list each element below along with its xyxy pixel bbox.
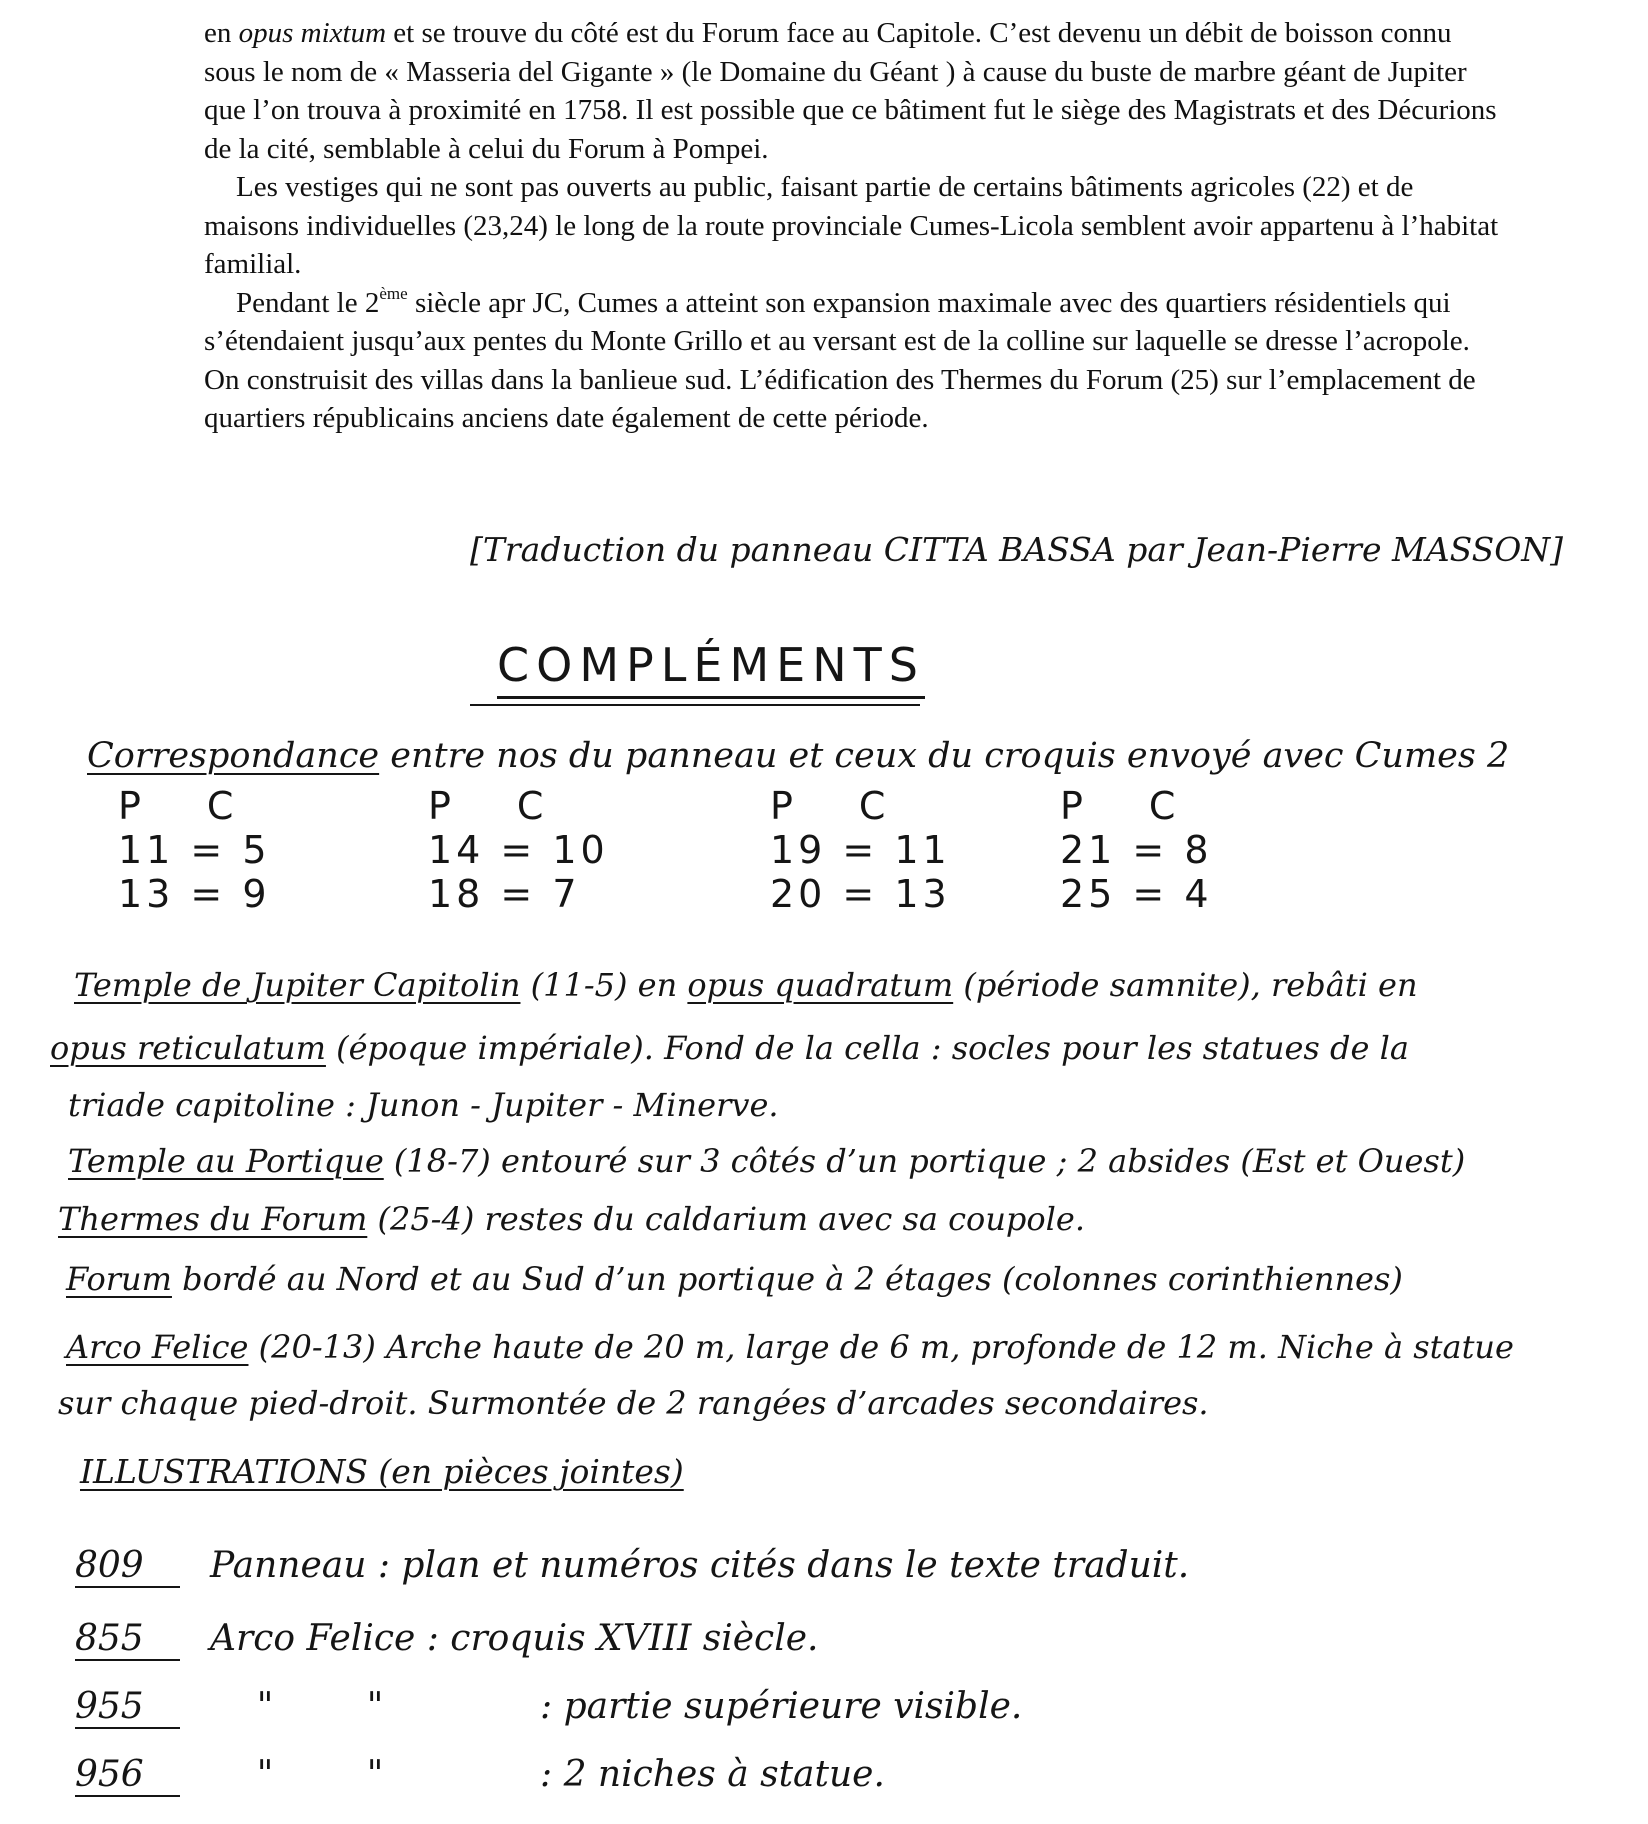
illustrations-heading: ILLUSTRATIONS (en pièces jointes) xyxy=(80,1452,684,1491)
temple-jupiter-end: (période samnite), rebâti en xyxy=(953,966,1418,1004)
pc-header: PC xyxy=(118,784,300,828)
temple-jupiter-label: Temple de Jupiter Capitolin xyxy=(74,966,521,1004)
illustration-text: Arco Felice : croquis XVIII siècle. xyxy=(210,1618,819,1659)
illustration-text: : partie supérieure visible. xyxy=(540,1686,1023,1727)
ditto-mark: " xyxy=(366,1686,384,1727)
thermes-line xyxy=(58,1200,1085,1238)
paragraph-3 xyxy=(204,284,1504,438)
forum-label: Forum xyxy=(66,1260,172,1298)
illustration-item xyxy=(75,1618,818,1661)
ditto-marks xyxy=(210,1686,540,1727)
temple-portique-line xyxy=(68,1142,1465,1180)
arco-felice-rest: (20-13) Arche haute de 20 m, large de 6 m, profonde de 12 m. Niche à statue xyxy=(248,1328,1514,1366)
pc-row: 18 = 7 xyxy=(428,872,581,916)
opus-quadratum-label: opus quadratum xyxy=(687,966,954,1004)
illustration-item xyxy=(75,1754,885,1797)
para3-pre: Pendant le 2 xyxy=(236,286,380,319)
typed-text-block xyxy=(204,14,1504,438)
thermes-label: Thermes du Forum xyxy=(58,1200,368,1238)
illustration-item xyxy=(75,1545,1189,1588)
temple-jupiter-line2-text: (époque impériale). Fond de la cella : socles pour les statues de la xyxy=(325,1029,1409,1067)
opus-reticulatum-label: opus reticulatum xyxy=(50,1029,326,1067)
paragraph-2: Les vestiges qui ne sont pas ouverts au public, faisant partie de certains bâtiments agricoles (22) et de maisons individuelles (23,24) le long de la route provinciale Cumes-Licola semblent avoir appartenu à l’habitat familial. xyxy=(204,171,1499,280)
illustration-text: : 2 niches à statue. xyxy=(540,1754,885,1795)
pc-row: 25 = 4 xyxy=(1060,872,1213,916)
illustration-item xyxy=(75,1686,1022,1729)
pc-row: 13 = 9 xyxy=(118,872,271,916)
pc-group-4 xyxy=(1060,784,1241,916)
para1-italic: opus mixtum xyxy=(238,17,387,49)
pc-row: 14 = 10 xyxy=(428,828,609,872)
translation-credit: [Traduction du panneau CITTA BASSA par Jean-Pierre MASSON] xyxy=(470,530,1564,569)
paragraph-1 xyxy=(204,14,1504,168)
pc-row: 21 = 8 xyxy=(1060,828,1213,872)
complements-title: COMPLÉMENTS xyxy=(497,638,925,699)
thermes-rest: (25-4) restes du caldarium avec sa coupole. xyxy=(367,1200,1086,1238)
pc-row: 20 = 13 xyxy=(770,872,951,916)
temple-portique-rest: (18-7) entouré sur 3 côtés d’un portique ; 2 absides (Est et Ouest) xyxy=(383,1142,1466,1180)
pc-header: PC xyxy=(770,784,952,828)
arco-felice-label: Arco Felice xyxy=(66,1328,249,1366)
pc-group-3 xyxy=(770,784,951,916)
illustration-number: 955 xyxy=(75,1686,180,1729)
illustration-number: 855 xyxy=(75,1618,180,1661)
para3-sup: ème xyxy=(379,283,408,303)
temple-jupiter-line1 xyxy=(74,966,1418,1004)
temple-portique-label: Temple au Portique xyxy=(68,1142,384,1180)
correspondance-title xyxy=(87,736,1509,776)
forum-rest: bordé au Nord et au Sud d’un portique à 2 étages (colonnes corinthiennes) xyxy=(171,1260,1403,1298)
pc-header: PC xyxy=(428,784,610,828)
temple-jupiter-line3: triade capitoline : Junon - Jupiter - Minerve. xyxy=(68,1086,779,1124)
arco-felice-line2: sur chaque pied-droit. Surmontée de 2 rangées d’arcades secondaires. xyxy=(58,1384,1209,1422)
pc-group-1 xyxy=(118,784,299,916)
ditto-mark: " xyxy=(366,1754,384,1795)
illustration-number: 809 xyxy=(75,1545,180,1588)
illustration-text: Panneau : plan et numéros cités dans le texte traduit. xyxy=(210,1545,1190,1586)
arco-felice-line1 xyxy=(66,1328,1514,1366)
ditto-mark: " xyxy=(256,1686,274,1727)
pc-header: PC xyxy=(1060,784,1242,828)
ditto-mark: " xyxy=(256,1754,274,1795)
pc-row: 11 = 5 xyxy=(118,828,271,872)
para1-rest: et se trouve du côté est du Forum face au Capitole. C’est devenu un débit de boisson connu sous le nom de « Masseria del Gigante » (le Domaine du Géant ) à cause du buste de marbre géant de Jupiter que l’on trouva à proximité en 1758. Il est possible que ce bâtiment fut le siège des Magistrats et des Décurions de la cité, semblable à celui du Forum à Pompei. xyxy=(204,17,1497,165)
temple-jupiter-mid: (11-5) en xyxy=(520,966,688,1004)
complements-underline xyxy=(470,704,920,706)
ditto-marks xyxy=(210,1754,540,1795)
pc-group-2 xyxy=(428,784,609,916)
para3-rest: siècle apr JC, Cumes a atteint son expansion maximale avec des quartiers résidentiels qui s’étendaient jusqu’aux pentes du Monte Grillo et au versant est de la colline sur laquelle se dresse l’acropole. On construisit des villas dans la banlieue sud. L’édification des Thermes du Forum (25) sur l’emplacement de quartiers républicains anciens date également de cette période. xyxy=(204,286,1476,434)
illustration-number: 956 xyxy=(75,1754,180,1797)
pc-row: 19 = 11 xyxy=(770,828,951,872)
correspondance-label: Correspondance xyxy=(87,736,380,776)
correspondance-rest: entre nos du panneau et ceux du croquis envoyé avec Cumes 2 xyxy=(379,736,1510,776)
para1-pre: en xyxy=(204,17,239,49)
temple-jupiter-line2 xyxy=(50,1029,1409,1067)
forum-line xyxy=(66,1260,1403,1298)
